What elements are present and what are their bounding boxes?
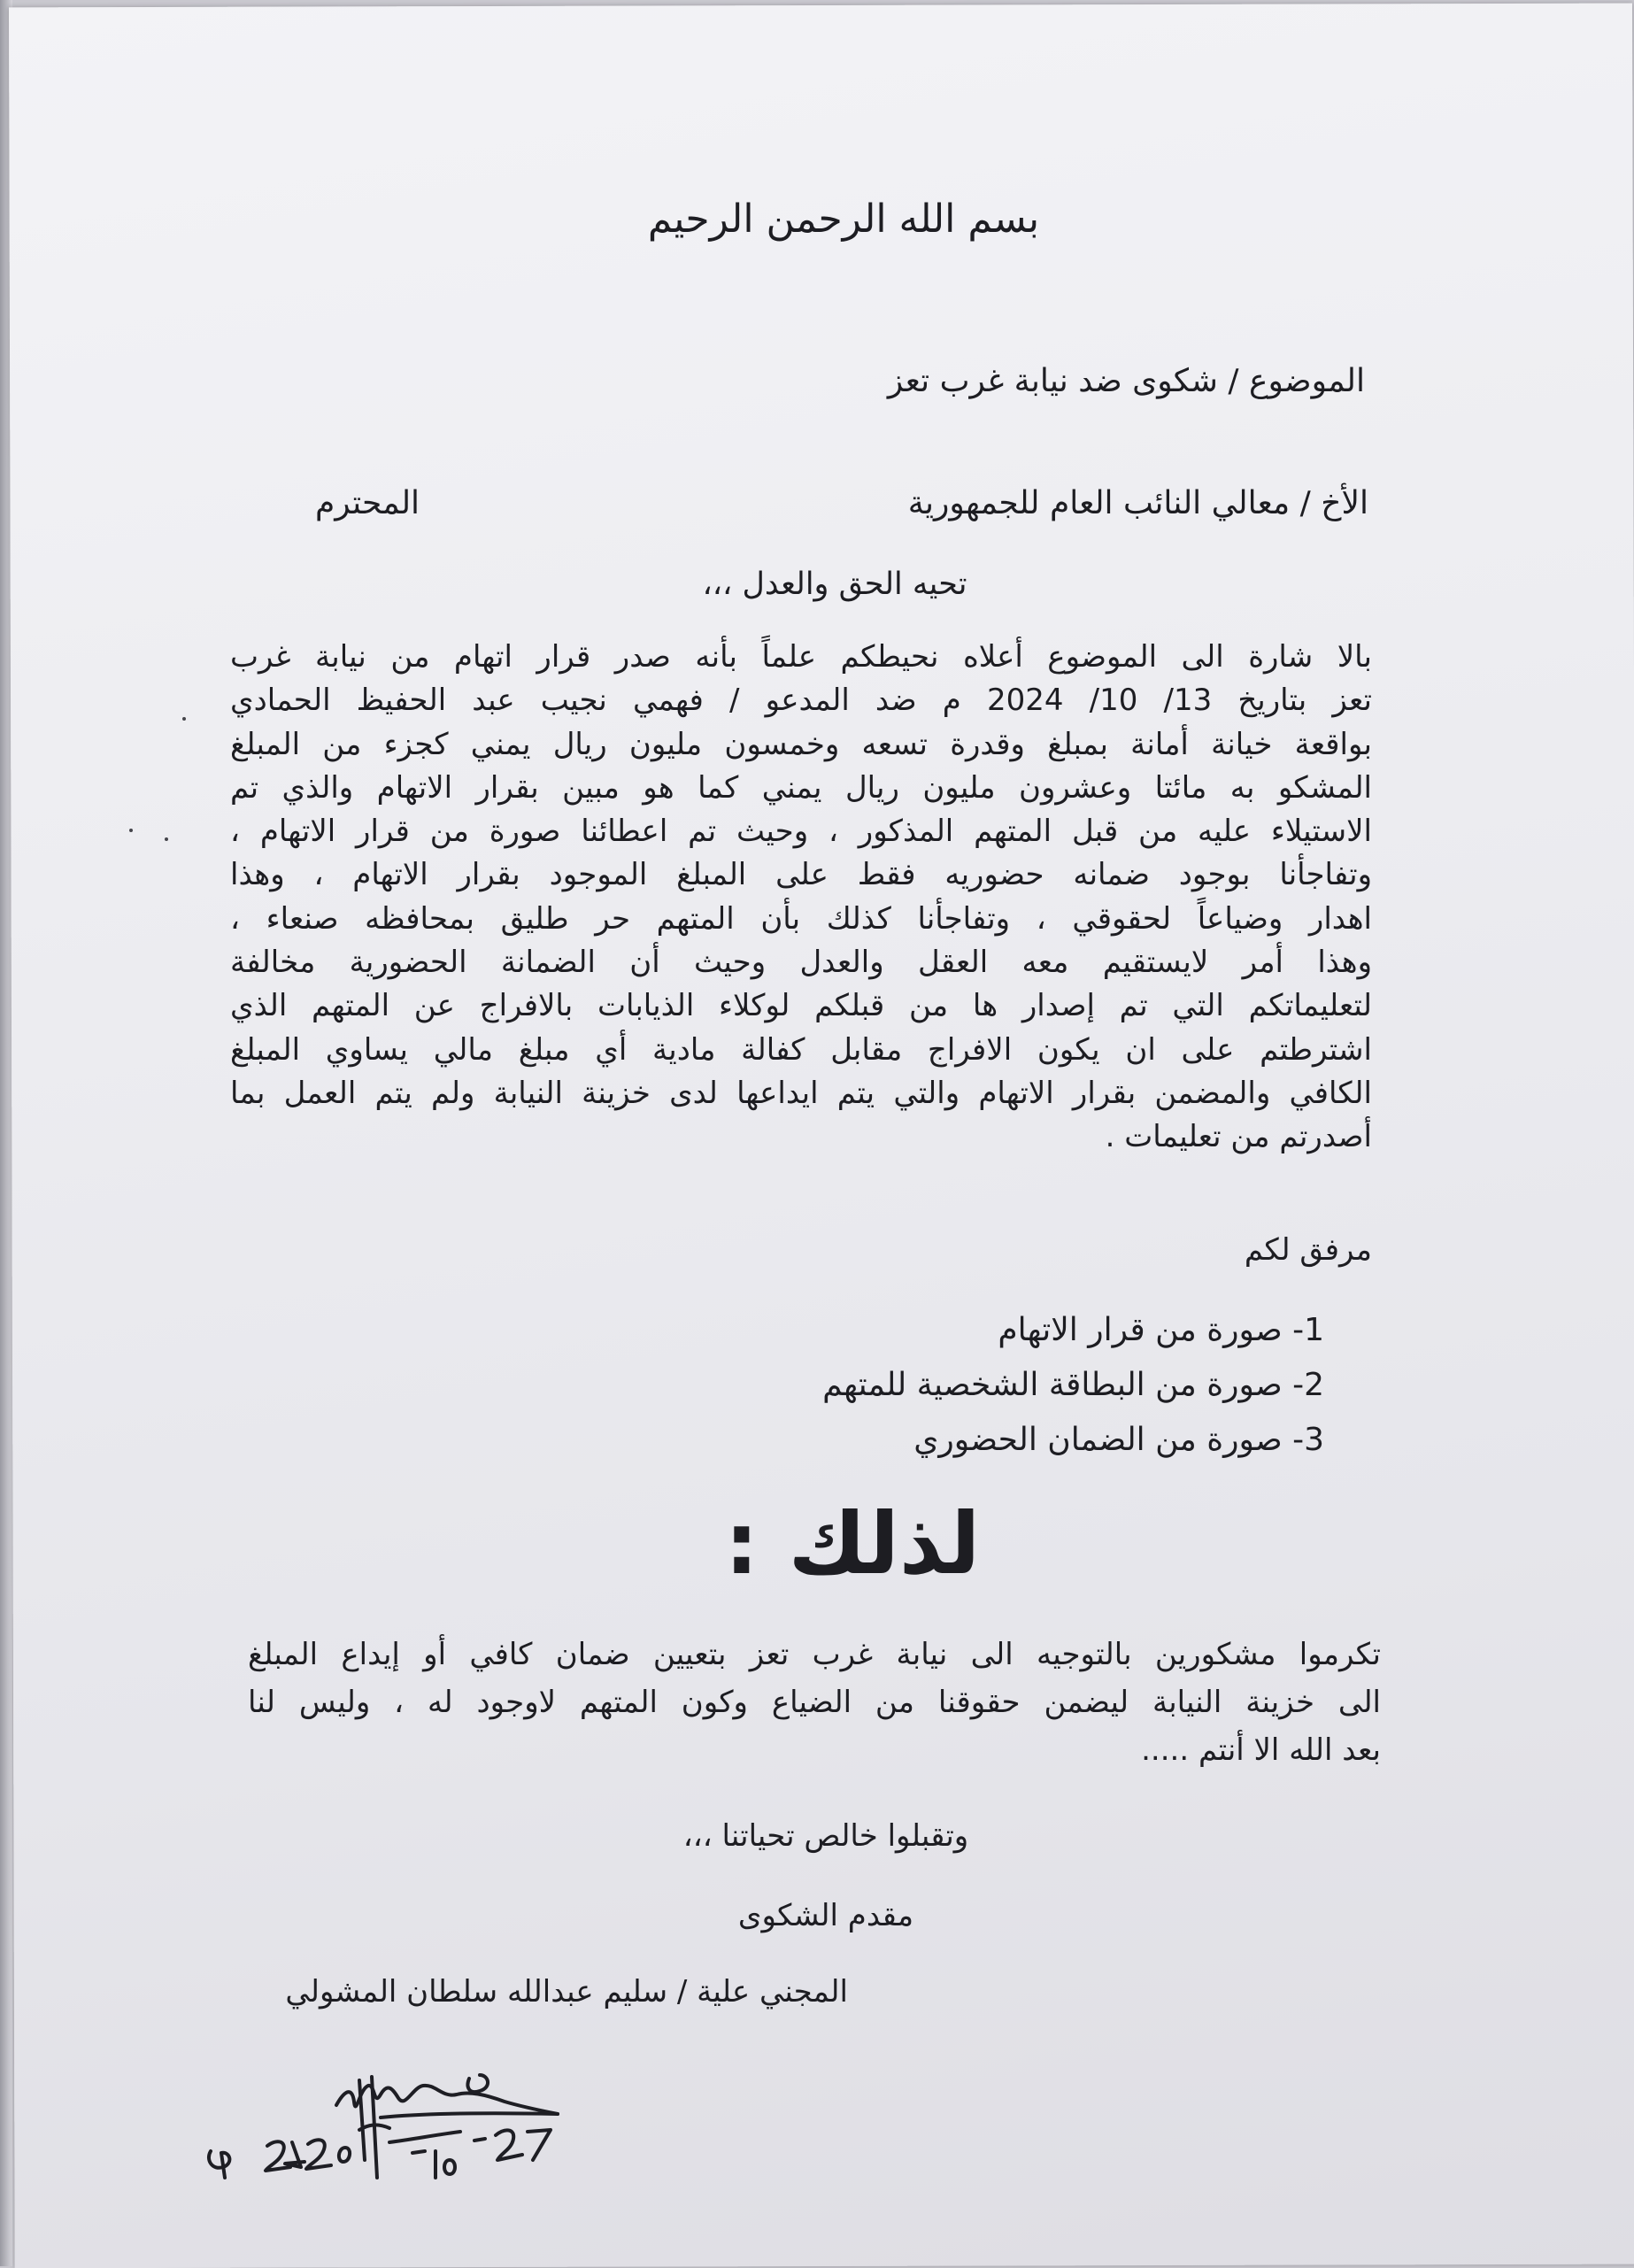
paper-speck (129, 829, 133, 832)
attached-label: مرفق لكم (1244, 1232, 1372, 1268)
basmala-heading: بسم الله الرحمن الرحيم (647, 197, 1040, 242)
request-paragraph (248, 1631, 1381, 1774)
body-line: المشكو به مائتا وعشرون مليون ريال يمني كما هو مبين بقرار الاتهام والذي تم (230, 769, 1372, 806)
handwritten-signature (204, 2036, 611, 2187)
therefore-heading: لذلك : (724, 1494, 981, 1593)
paper-speck (182, 717, 186, 721)
body-line: الكافي والمضمن بقرار الاتهام والتي يتم ايداعها لدى خزينة النيابة ولم يتم العمل بما (230, 1075, 1372, 1111)
body-line: وهذا أمر لايستقيم معه العقل والعدل وحيث أن الضمانة الحضورية مخالفة (230, 945, 1372, 981)
complainant-name: المجني علية / سليم عبدالله سلطان المشولي (285, 1974, 848, 2010)
greeting-line: تحيه الحق والعدل ،،، (702, 567, 967, 602)
closing-line: وتقبلوا خالص تحياتنا ،،، (682, 1818, 969, 1854)
body-line: لتعليماتكم التي تم إصدار ها من قبلكم لوكلاء الذيابات بالافراج عن المتهم الذي (230, 988, 1372, 1024)
body-line: بالا شارة الى الموضوع أعلاه نحيطكم علماً بأنه صدر قرار اتهام من نيابة غرب (230, 639, 1372, 675)
addressee-line: الأخ / معالي النائب العام للجمهورية (907, 485, 1368, 521)
body-line: الاستيلاء عليه من قبل المتهم المذكور ، وحيث تم اعطائنا صورة من قرار الاتهام ، (230, 814, 1372, 850)
attachment-item: 1- صورة من قرار الاتهام (998, 1312, 1324, 1348)
body-line: اشترطتم على ان يكون الافراج مقابل كفالة مادية أي مبلغ مالي يساوي المبلغ (230, 1031, 1372, 1068)
request-line: بعد الله الا أنتم ..... (1141, 1732, 1381, 1768)
complainant-label: مقدم الشكوى (737, 1898, 914, 1933)
request-line: الى خزينة النيابة ليضمن حقوقنا من الضياع وكون المتهم لاوجود له ، وليس لنا (248, 1685, 1381, 1720)
complaint-body (230, 636, 1372, 1160)
honorific: المحترم (315, 485, 420, 521)
body-line: وتفاجأنا بوجود ضمانه حضوريه فقط على المبلغ الموجود بقرار الاتهام ، وهذا (230, 857, 1372, 893)
subject-line: الموضوع / شكوى ضد نيابة غرب تعز (887, 363, 1365, 399)
attachment-item: 2- صورة من البطاقة الشخصية للمتهم (822, 1367, 1324, 1403)
body-line: اهدار وضياعاً لحقوقي ، وتفاجأنا كذلك بأن المتهم حر طليق بمحافظه صنعاء ، (230, 900, 1372, 937)
attachment-item: 3- صورة من الضمان الحضوري (913, 1422, 1324, 1458)
paper-speck (165, 837, 168, 841)
attachments-list (822, 1303, 1324, 1468)
body-line: بواقعة خيانة أمانة بمبلغ وقدرة تسعه وخمسون مليون ريال يمني كجزء من المبلغ (230, 726, 1372, 762)
request-line: تكرموا مشكورين بالتوجيه الى نيابة غرب تعز بتعيين ضمان كافي أو إيداع المبلغ (248, 1637, 1381, 1672)
body-line: تعز بتاريخ 13/ 10/ 2024 م ضد المدعو / فهمي نجيب عبد الحفيظ الحمادي (230, 683, 1373, 719)
body-line: أصدرتم من تعليمات . (1105, 1119, 1372, 1155)
